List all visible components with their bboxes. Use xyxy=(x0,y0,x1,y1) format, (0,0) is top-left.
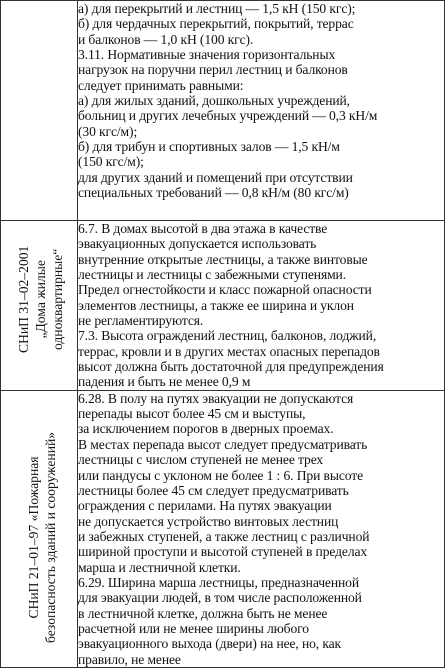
text-line: следует принимать равными: xyxy=(78,77,244,93)
requirements-cell xyxy=(78,221,445,391)
text-line: и балконов — 1,0 кН (100 кгс). xyxy=(78,31,254,47)
text-line: 6.29. Ширина марша лестницы, предназначенной xyxy=(78,574,359,590)
text-line: эвакуационных допускается использовать xyxy=(78,236,317,252)
text-line: для эвакуации людей, в том числе расположенной xyxy=(78,590,362,606)
text-line: специальных требований — 0,8 кН/м (80 кгс/м) xyxy=(78,185,349,201)
text-line: эвакуационного выхода (двери) на нее, но, как xyxy=(78,636,342,652)
text-line: а) для перекрытий и лестниц — 1,5 кН (150 кгс); xyxy=(78,1,356,16)
text-line: элементов лестницы, а также ее ширина и уклон xyxy=(78,297,354,313)
text-line: падения и быть не менее 0,9 м xyxy=(78,374,251,390)
text-line: В местах перепада высот следует предусматривать xyxy=(78,436,368,452)
text-line: ограждения с перилами. На путях эвакуации xyxy=(78,498,332,514)
source-label xyxy=(15,246,66,353)
text-line: не регламентируются. xyxy=(78,313,204,329)
source-label-line: СНиП 21–01–97 «Пожарная xyxy=(26,456,41,619)
text-line: перепады высот более 45 см и выступы, xyxy=(78,406,306,422)
table-row xyxy=(1,1,445,221)
text-line: б) для чердачных перекрытий, покрытий, террас xyxy=(78,16,354,32)
source-label-line: „Дома жилые xyxy=(33,260,48,339)
text-line: за исключением порогов в дверных проемах. xyxy=(78,421,334,437)
text-line: а) для жилых зданий, дошкольных учреждений, xyxy=(78,93,350,109)
text-line: расчетной или не менее ширины любого xyxy=(78,620,309,636)
text-line: террас, кровли и в других местах опасных перепадов xyxy=(78,343,380,359)
text-line: лестницы и лестницы с забежными ступенями. xyxy=(78,267,346,283)
text-line: или пандусы с уклоном не более 1 : 6. При высоте xyxy=(78,467,363,483)
source-label xyxy=(25,432,59,643)
text-line: Предел огнестойкости и класс пожарной опасности xyxy=(78,282,372,298)
requirements-cell xyxy=(78,1,445,221)
source-cell xyxy=(1,390,78,667)
source-cell xyxy=(1,1,78,221)
table-row xyxy=(1,390,445,667)
text-line: (150 кгс/м); xyxy=(78,154,144,170)
text-line: б) для трибун и спортивных залов — 1,5 кН/м xyxy=(78,139,340,155)
text-line: внутренние открытые лестницы, а также винтовые xyxy=(78,251,368,267)
source-label-line: СНиП 31–02–2001 xyxy=(16,245,31,353)
text-line: 3.11. Нормативные значения горизонтальных xyxy=(78,47,336,63)
text-line: лестницы с числом ступеней не менее трех xyxy=(78,452,324,468)
requirements-cell xyxy=(78,390,445,667)
text-line: нагрузок на поручни перил лестниц и балконов xyxy=(78,62,348,78)
text-line: марша и лестничной клетки. xyxy=(78,559,241,575)
text-line: 6.28. В полу на путях эвакуации не допускаются xyxy=(78,390,354,406)
text-line: больниц и других лечебных учреждений — 0,3 кН/м xyxy=(78,108,378,124)
text-line: 6.7. В домах высотой в два этажа в качестве xyxy=(78,221,328,236)
text-line: 7.3. Высота ограждений лестниц, балконов, лоджий, xyxy=(78,328,377,344)
text-line: лестницы более 45 см следует предусматривать xyxy=(78,482,349,498)
text-line: в лестничной клетке, должна быть не менее xyxy=(78,605,328,621)
source-label-line: безопасность зданий и сооружений» xyxy=(43,431,58,643)
text-line: для других зданий и помещений при отсутствии xyxy=(78,169,353,185)
text-line: и забежных ступеней, а также лестниц с различной xyxy=(78,528,370,544)
source-cell xyxy=(1,221,78,391)
source-label-line: одноквартирные“ xyxy=(50,248,65,351)
text-line: не допускается устройство винтовых лестниц xyxy=(78,513,339,529)
text-line: высот должна быть достаточной для предупреждения xyxy=(78,359,384,375)
table-row xyxy=(1,221,445,391)
text-line: шириной проступи и высотой ступеней в пределах xyxy=(78,544,368,560)
text-line: правило, не менее xyxy=(78,651,181,667)
text-line: (30 кгс/м); xyxy=(78,123,138,139)
